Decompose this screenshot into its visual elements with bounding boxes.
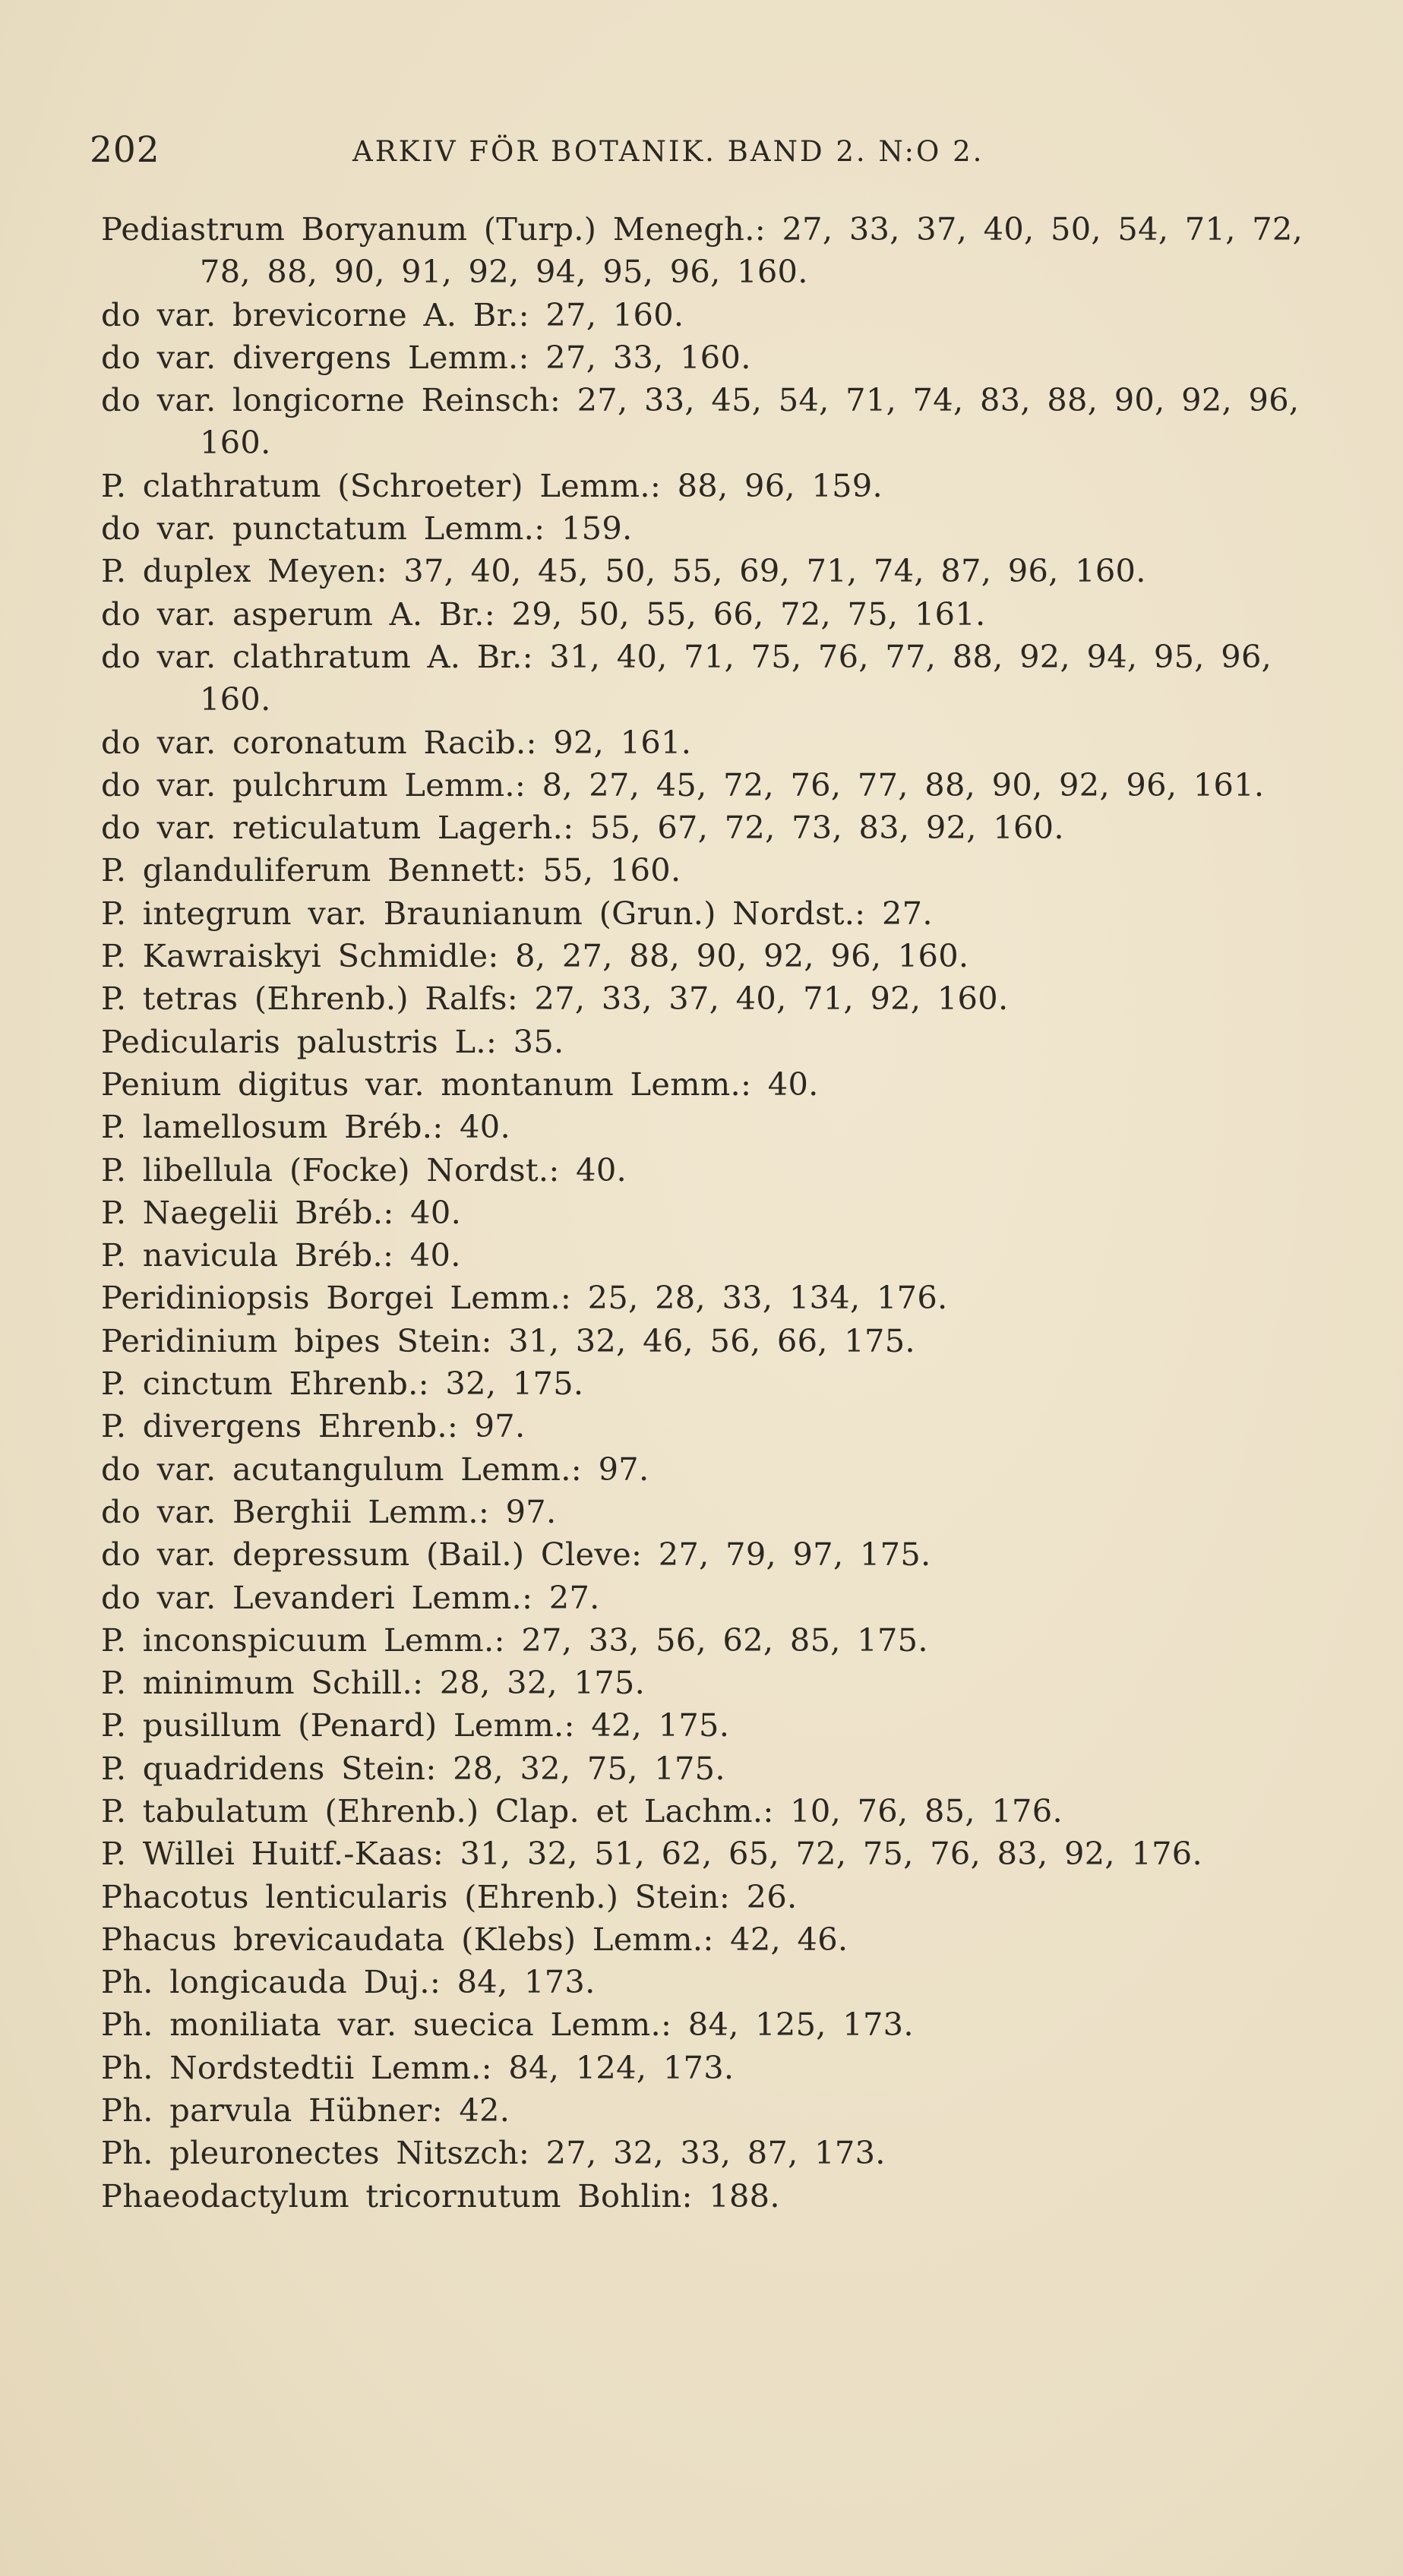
index-entry: P. lamellosum Bréb.: 40. — [101, 1108, 510, 1146]
index-entry: Phacus brevicaudata (Klebs) Lemm.: 42, 46. — [101, 1920, 848, 1958]
index-entry: P. tetras (Ehrenb.) Ralfs: 27, 33, 37, 40, 71, 92, 160. — [101, 980, 1009, 1018]
page-header — [90, 129, 1108, 175]
index-entry: do var. Berghii Lemm.: 97. — [101, 1492, 557, 1530]
index-entry: P. cinctum Ehrenb.: 32, 175. — [101, 1365, 584, 1403]
index-entry: P. Naegelii Bréb.: 40. — [101, 1193, 462, 1231]
index-entry: P. integrum var. Braunianum (Grun.) Nordst.: 27. — [101, 894, 933, 932]
index-entry: do var. asperum A. Br.: 29, 50, 55, 66, 72, 75, 161. — [101, 595, 986, 633]
index-entry: Ph. longicauda Duj.: 84, 173. — [101, 1963, 596, 2001]
index-entry: Penium digitus var. montanum Lemm.: 40. — [101, 1065, 819, 1103]
index-entry: Ph. parvula Hübner: 42. — [101, 2091, 510, 2129]
index-entry: P. minimum Schill.: 28, 32, 175. — [101, 1664, 646, 1702]
index-entry: P. Willei Huitf.-Kaas: 31, 32, 51, 62, 65, 72, 75, 76, 83, 92, 176. — [101, 1835, 1202, 1873]
index-entry: do var. reticulatum Lagerh.: 55, 67, 72, 73, 83, 92, 160. — [101, 809, 1064, 847]
index-entry: Ph. Nordstedtii Lemm.: 84, 124, 173. — [101, 2048, 735, 2086]
index-entry: P. clathratum (Schroeter) Lemm.: 88, 96, 159. — [101, 466, 883, 504]
index-entry: P. inconspicuum Lemm.: 27, 33, 56, 62, 85, 175. — [101, 1621, 928, 1659]
index-entry: P. libellula (Focke) Nordst.: 40. — [101, 1151, 627, 1189]
index-entry: P. divergens Ehrenb.: 97. — [101, 1407, 526, 1445]
index-entry: P. duplex Meyen: 37, 40, 45, 50, 55, 69, 71, 74, 87, 96, 160. — [101, 552, 1146, 590]
index-entry: Pediastrum Boryanum (Turp.) Menegh.: 27, 33, 37, 40, 50, 54, 71, 72, 78, 88, 90, 91, 92, 94, 95, 96, 160. — [101, 210, 1303, 291]
running-head: ARKIV FÖR BOTANIK. BAND 2. N:O 2. — [352, 135, 984, 168]
index-entry: do var. pulchrum Lemm.: 8, 27, 45, 72, 76, 77, 88, 90, 92, 96, 161. — [101, 766, 1265, 803]
index-entry: do var. coronatum Racib.: 92, 161. — [101, 723, 692, 761]
index-entry: do var. brevicorne A. Br.: 27, 160. — [101, 295, 684, 333]
index-entry: P. navicula Bréb.: 40. — [101, 1236, 461, 1274]
index-entry: P. tabulatum (Ehrenb.) Clap. et Lachm.: 10, 76, 85, 176. — [101, 1792, 1063, 1829]
index-entry: do var. punctatum Lemm.: 159. — [101, 510, 633, 548]
index-entry: P. quadridens Stein: 28, 32, 75, 175. — [101, 1749, 725, 1787]
page-number: 202 — [90, 129, 160, 171]
index-entry: Ph. moniliata var. suecica Lemm.: 84, 125, 173. — [101, 2006, 914, 2044]
index-entry: do var. clathratum A. Br.: 31, 40, 71, 75, 76, 77, 88, 92, 94, 95, 96, 160. — [101, 637, 1272, 718]
index-entry: do var. divergens Lemm.: 27, 33, 160. — [101, 338, 751, 376]
index-entry-list — [101, 208, 1347, 2218]
index-entry: Pedicularis palustris L.: 35. — [101, 1022, 564, 1060]
index-entry: P. glanduliferum Bennett: 55, 160. — [101, 851, 681, 889]
index-entry: do var. Levanderi Lemm.: 27. — [101, 1578, 600, 1616]
index-entry: do var. acutangulum Lemm.: 97. — [101, 1450, 649, 1488]
index-entry: Phaeodactylum tricornutum Bohlin: 188. — [101, 2177, 780, 2215]
index-entry: Ph. pleuronectes Nitszch: 27, 32, 33, 87, 173. — [101, 2134, 886, 2172]
index-entry: Peridiniopsis Borgei Lemm.: 25, 28, 33, 134, 176. — [101, 1279, 948, 1317]
index-entry: do var. depressum (Bail.) Cleve: 27, 79, 97, 175. — [101, 1536, 931, 1574]
index-entry: P. pusillum (Penard) Lemm.: 42, 175. — [101, 1706, 730, 1744]
index-entry: Phacotus lenticularis (Ehrenb.) Stein: 26. — [101, 1877, 798, 1915]
index-entry: Peridinium bipes Stein: 31, 32, 46, 56, 66, 175. — [101, 1321, 915, 1359]
index-entry: P. Kawraiskyi Schmidle: 8, 27, 88, 90, 92, 96, 160. — [101, 937, 969, 975]
index-entry: do var. longicorne Reinsch: 27, 33, 45, 54, 71, 74, 83, 88, 90, 92, 96, 160. — [101, 381, 1300, 462]
